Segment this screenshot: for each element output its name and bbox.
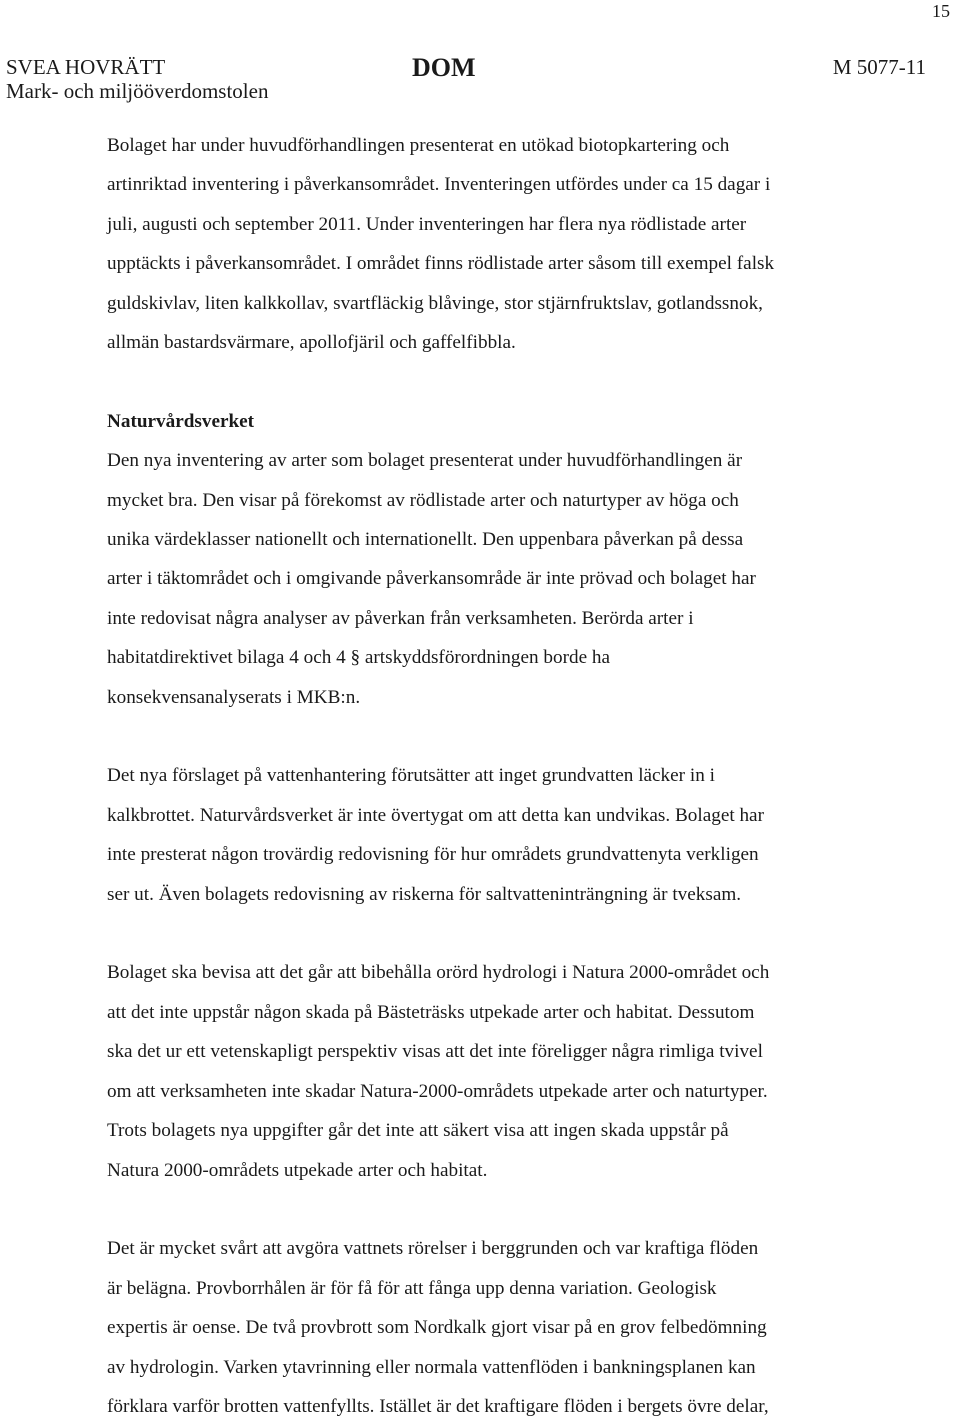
text-line: ska det ur ett vetenskapligt perspektiv visas att det inte föreligger några rimliga tvivel [107, 1041, 763, 1063]
page-number: 15 [932, 1, 950, 21]
document-type: DOM [412, 53, 476, 82]
paragraph-hydrology [107, 1229, 907, 1426]
text-line: arter i täktområdet och i omgivande påverkansområde är inte prövad och bolaget har [107, 568, 756, 590]
text-line: är belägna. Provborrhålen är för få för att fånga upp denna variation. Geologisk [107, 1277, 717, 1299]
text-line: om att verksamheten inte skadar Natura-2000-områdets utpekade arter och naturtyper. [107, 1080, 768, 1102]
text-line: av hydrologin. Varken ytavrinning eller normala vattenflöden i bankningsplanen kan [107, 1356, 756, 1378]
text-line: Bolaget ska bevisa att det går att bibehålla orörd hydrologi i Natura 2000-området och [107, 962, 770, 984]
paragraph-gap [107, 362, 907, 401]
paragraph-natura-2000 [107, 953, 907, 1189]
text-line: habitatdirektivet bilaga 4 och 4 § artskyddsförordningen borde ha [107, 647, 610, 669]
text-line: Natura 2000-områdets utpekade arter och habitat. [107, 1159, 488, 1181]
text-line: guldskivlav, liten kalkkollav, svartfläckig blåvinge, stor stjärnfruktslav, gotlandssnok, [107, 292, 763, 314]
text-line: Trots bolagets nya uppgifter går det inte att säkert visa att ingen skada uppstår på [107, 1120, 729, 1142]
paragraph-assessment [107, 441, 907, 717]
court-name: SVEA HOVRÄTT [6, 55, 166, 79]
text-line: konsekvensanalyserats i MKB:n. [107, 686, 361, 708]
text-line: att det inte uppstår någon skada på Bästeträsks utpekade arter och habitat. Dessutom [107, 1001, 755, 1023]
document-header [6, 53, 926, 106]
paragraph-water-management [107, 756, 907, 914]
text-line: juli, augusti och september 2011. Under inventeringen har flera nya rödlistade arter [107, 213, 747, 235]
paragraph-inventory [107, 126, 907, 362]
text-line: Det nya förslaget på vattenhantering förutsätter att inget grundvatten läcker in i [107, 765, 715, 787]
text-line: unika värdeklasser nationellt och internationellt. Den uppenbara påverkan på dessa [107, 529, 744, 551]
text-line: inte presterat någon trovärdig redovisning för hur områdets grundvattenyta verkligen [107, 844, 759, 866]
text-line: allmän bastardsvärmare, apollofjäril och gaffelfibbla. [107, 332, 516, 354]
section-heading: Naturvårdsverket [107, 410, 255, 432]
text-line: expertis är oense. De två provbrott som Nordkalk gjort visar på en grov felbedömning [107, 1317, 767, 1339]
text-line: Den nya inventering av arter som bolaget presenterat under huvudförhandlingen är [107, 450, 743, 472]
paragraph-gap [107, 1190, 907, 1229]
paragraph-gap [107, 914, 907, 953]
text-line: inte redovisat några analyser av påverkan från verksamheten. Berörda arter i [107, 607, 694, 629]
court-division: Mark- och miljööverdomstolen [6, 79, 269, 103]
document-body [107, 126, 907, 1426]
paragraph-gap [107, 717, 907, 756]
text-line: förklara varför brotten vattenfyllts. Istället är det kraftigare flöden i bergets övre delar, [107, 1395, 769, 1417]
text-line: upptäckts i påverkansområdet. I området finns rödlistade arter såsom till exempel falsk [107, 253, 775, 275]
text-line: kalkbrottet. Naturvårdsverket är inte övertygat om att detta kan undvikas. Bolaget har [107, 804, 764, 826]
text-line: Bolaget har under huvudförhandlingen presenterat en utökad biotopkartering och [107, 135, 730, 156]
case-number: M 5077-11 [832, 55, 926, 79]
text-line: Det är mycket svårt att avgöra vattnets rörelser i berggrunden och var kraftiga flöden [107, 1238, 759, 1260]
text-line: ser ut. Även bolagets redovisning av riskerna för saltvatteninträngning är tveksam. [107, 883, 742, 905]
text-line: mycket bra. Den visar på förekomst av rödlistade arter och naturtyper av höga och [107, 489, 739, 511]
text-line: artinriktad inventering i påverkansområdet. Inventeringen utfördes under ca 15 dagar i [107, 174, 771, 196]
